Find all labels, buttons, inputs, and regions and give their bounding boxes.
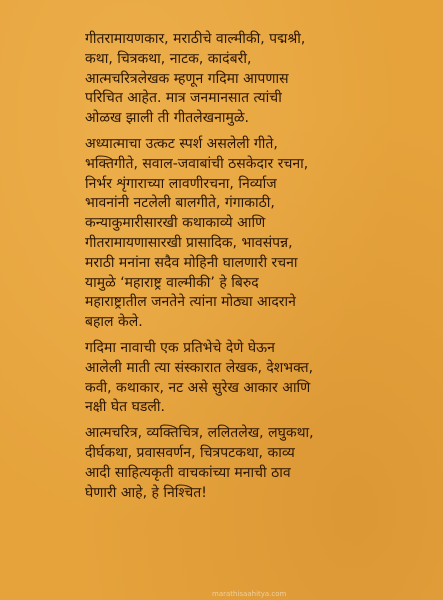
text-line: महाराष्ट्रातील जनतेने त्यांना मोठ्या आदराने	[85, 294, 296, 311]
text-line: अध्यात्माचा उत्कट स्पर्श असलेली गीते,	[85, 135, 278, 152]
text-line: घेणारी आहे, हे निश्चित!	[85, 484, 207, 501]
text-line: आलेली माती त्या संस्कारात लेखक, देशभक्त,	[85, 359, 314, 376]
text-line: गीतरामायणासारखी प्रासादिक, भावसंपन्न,	[85, 234, 293, 251]
text-line: परिचित आहेत. मात्र जनमानसात त्यांची	[85, 90, 282, 107]
text-line: मराठी मनांना सदैव मोहिनी घालणारी रचना	[85, 254, 298, 271]
text-line: ओळख झाली ती गीतलेखनामुळे.	[85, 110, 249, 127]
text-line: गदिमा नावाची एक प्रतिभेचे देणे घेऊन	[85, 339, 275, 356]
text-line: बहाल केले.	[85, 314, 143, 331]
watermark: marathisaahitya.com	[212, 590, 287, 598]
paragraph-2	[85, 135, 435, 333]
text-line: आदी साहित्यकृती वाचकांच्या मनाची ठाव	[85, 464, 291, 481]
paragraph-4	[85, 424, 435, 503]
text-line: भावनांनी नटलेली बालगीते, गंगाकाठी,	[85, 195, 275, 212]
text-line: कन्याकुमारीसारखी कथाकाव्ये आणि	[85, 215, 266, 232]
text-line: नक्षी घेत घडली.	[85, 399, 165, 416]
text-line: आत्मचरित्रलेखक म्हणून गदिमा आपणास	[85, 70, 289, 87]
text-block	[85, 30, 435, 509]
text-line: कवी, कथाकार, नट असे सुरेख आकार आणि	[85, 379, 311, 396]
text-line: यामुळे ‘महाराष्ट्र वाल्मीकी’ हे बिरुद	[85, 274, 259, 291]
text-line: आत्मचरित्र, व्यक्तिचित्र, ललितलेख, लघुकथा,	[85, 425, 314, 442]
text-line: भक्तिगीते, सवाल-जवाबांची ठसकेदार रचना,	[85, 155, 309, 172]
text-line: गीतरामायणकार, मराठीचे वाल्मीकी, पद्मश्री,	[85, 31, 306, 47]
paragraph-3	[85, 339, 435, 418]
text-line: निर्भर शृंगाराच्या लावणीरचना, निर्व्याज	[85, 175, 277, 192]
text-line: कथा, चित्रकथा, नाटक, कादंबरी,	[85, 50, 252, 67]
paragraph-1	[85, 30, 435, 129]
text-line: दीर्घकथा, प्रवासवर्णन, चित्रपटकथा, काव्य	[85, 444, 295, 461]
